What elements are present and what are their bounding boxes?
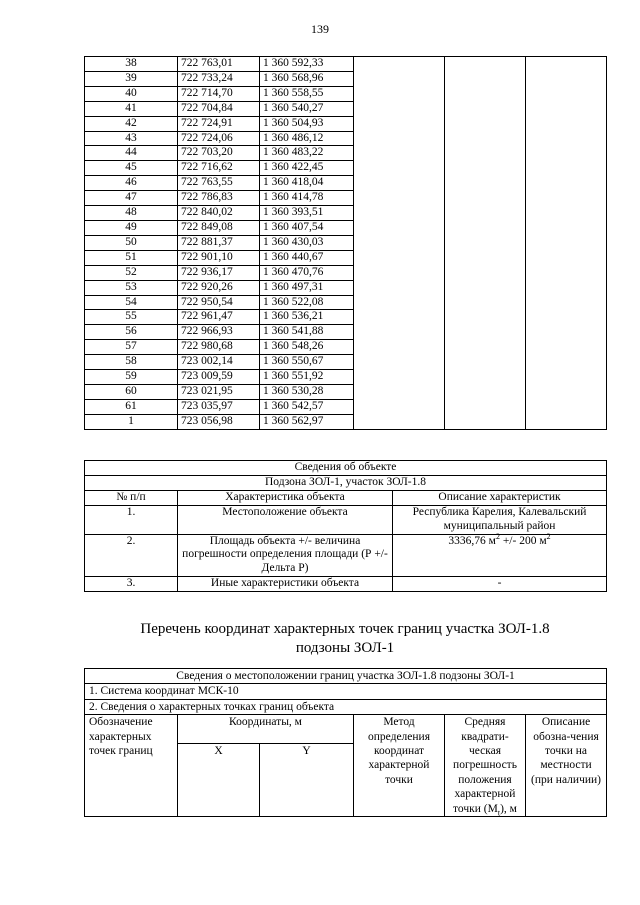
col-x: X	[178, 744, 260, 817]
coord-x: 722 901,10	[178, 250, 260, 265]
point-number: 1	[85, 414, 178, 429]
area-value: 3336,76 м	[448, 534, 496, 547]
coord-y: 1 360 548,26	[260, 340, 354, 355]
point-number: 42	[85, 116, 178, 131]
col-error-text: Средняя квадрати-ческая погрешность положения характерной точки (M	[453, 716, 517, 815]
col-error-end: ), м	[500, 802, 517, 815]
coord-y: 1 360 470,76	[260, 265, 354, 280]
point-number: 49	[85, 220, 178, 235]
point-number: 51	[85, 250, 178, 265]
col-coordinates: Координаты, м	[178, 715, 354, 744]
heading-line-2: подзоны ЗОЛ-1	[295, 640, 395, 656]
coord-y: 1 360 536,21	[260, 310, 354, 325]
coord-x: 722 840,02	[178, 206, 260, 221]
table-row	[85, 505, 607, 534]
coord-x: 722 763,01	[178, 57, 260, 72]
heading-line-1: Перечень координат характерных точек границ участка ЗОЛ-1.8	[140, 621, 550, 637]
coord-x: 722 980,68	[178, 340, 260, 355]
coord-y: 1 360 541,88	[260, 325, 354, 340]
coord-y: 1 360 430,03	[260, 235, 354, 250]
coord-x: 722 936,17	[178, 265, 260, 280]
area-unit-sup: 2	[495, 531, 500, 541]
coord-x: 722 716,62	[178, 161, 260, 176]
coord-x: 723 056,98	[178, 414, 260, 429]
point-number: 58	[85, 355, 178, 370]
coord-x: 723 021,95	[178, 384, 260, 399]
table-row	[85, 534, 607, 577]
point-number: 53	[85, 280, 178, 295]
col-error	[445, 715, 526, 817]
row-characteristic: Местоположение объекта	[178, 505, 393, 534]
point-number: 60	[85, 384, 178, 399]
coord-x: 723 002,14	[178, 355, 260, 370]
point-number: 54	[85, 295, 178, 310]
coord-x: 722 849,08	[178, 220, 260, 235]
coord-y: 1 360 486,12	[260, 131, 354, 146]
point-number: 52	[85, 265, 178, 280]
row-number: 3.	[85, 577, 178, 592]
coord-y: 1 360 483,22	[260, 146, 354, 161]
coord-y: 1 360 522,08	[260, 295, 354, 310]
coord-x: 722 920,26	[178, 280, 260, 295]
point-number: 39	[85, 71, 178, 86]
section-heading	[84, 620, 606, 658]
col-error-sub: t	[497, 807, 501, 817]
coord-x: 722 733,24	[178, 71, 260, 86]
row-description: Республика Карелия, Калевальский муниципальный район	[393, 505, 607, 534]
col-point-designation: Обозначение характерных точек границ	[85, 715, 178, 817]
col-method: Метод определения координат характерной точки	[354, 715, 445, 817]
coord-y: 1 360 497,31	[260, 280, 354, 295]
col-description: Описание обозна-чения точки на местности (при наличии)	[526, 715, 607, 817]
point-number: 50	[85, 235, 178, 250]
row-description: -	[393, 577, 607, 592]
coordinates-table	[84, 56, 607, 430]
coord-x: 722 703,20	[178, 146, 260, 161]
point-number: 41	[85, 101, 178, 116]
coord-y: 1 360 558,55	[260, 86, 354, 101]
point-number: 46	[85, 176, 178, 191]
point-number: 38	[85, 57, 178, 72]
coord-y: 1 360 418,04	[260, 176, 354, 191]
coord-x: 722 966,93	[178, 325, 260, 340]
coord-y: 1 360 407,54	[260, 220, 354, 235]
coord-y: 1 360 414,78	[260, 191, 354, 206]
point-number: 57	[85, 340, 178, 355]
object-info-subtitle: Подзона ЗОЛ-1, участок ЗОЛ-1.8	[85, 475, 607, 490]
point-number: 55	[85, 310, 178, 325]
coord-x: 722 714,70	[178, 86, 260, 101]
row-number: 1.	[85, 505, 178, 534]
point-number: 47	[85, 191, 178, 206]
method-cell	[354, 57, 445, 430]
table-row	[85, 57, 607, 72]
area-error-unit-sup: 2	[546, 531, 551, 541]
point-number: 56	[85, 325, 178, 340]
coord-y: 1 360 568,96	[260, 71, 354, 86]
page-number: 139	[311, 22, 329, 36]
location-table	[84, 668, 607, 817]
description-cell	[526, 57, 607, 430]
object-info-table	[84, 460, 607, 592]
point-number: 40	[85, 86, 178, 101]
coord-x: 722 950,54	[178, 295, 260, 310]
point-number: 61	[85, 399, 178, 414]
coord-x: 722 724,06	[178, 131, 260, 146]
coord-y: 1 360 542,57	[260, 399, 354, 414]
table-row	[85, 577, 607, 592]
point-number: 44	[85, 146, 178, 161]
coord-y: 1 360 393,51	[260, 206, 354, 221]
header-description: Описание характеристик	[393, 490, 607, 505]
coord-y: 1 360 530,28	[260, 384, 354, 399]
coord-y: 1 360 592,33	[260, 57, 354, 72]
coord-x: 723 009,59	[178, 370, 260, 385]
points-info-header: 2. Сведения о характерных точках границ объекта	[85, 699, 607, 714]
coord-y: 1 360 550,67	[260, 355, 354, 370]
object-info-title: Сведения об объекте	[85, 461, 607, 476]
coord-y: 1 360 562,97	[260, 414, 354, 429]
point-number: 59	[85, 370, 178, 385]
coord-x: 722 881,37	[178, 235, 260, 250]
row-characteristic: Иные характеристики объекта	[178, 577, 393, 592]
coordinate-system: 1. Система координат МСК-10	[85, 684, 607, 699]
point-number: 45	[85, 161, 178, 176]
coord-x: 722 961,47	[178, 310, 260, 325]
coord-x: 722 786,83	[178, 191, 260, 206]
location-table-title: Сведения о местоположении границ участка ЗОЛ-1.8 подзоны ЗОЛ-1	[85, 669, 607, 684]
coord-y: 1 360 422,45	[260, 161, 354, 176]
coord-y: 1 360 540,27	[260, 101, 354, 116]
point-number: 43	[85, 131, 178, 146]
row-number: 2.	[85, 534, 178, 577]
coord-y: 1 360 551,92	[260, 370, 354, 385]
col-y: Y	[260, 744, 354, 817]
coord-x: 722 724,91	[178, 116, 260, 131]
coord-y: 1 360 504,93	[260, 116, 354, 131]
coord-x: 722 763,55	[178, 176, 260, 191]
header-characteristic: Характеристика объекта	[178, 490, 393, 505]
point-number: 48	[85, 206, 178, 221]
coord-x: 723 035,97	[178, 399, 260, 414]
header-number: № п/п	[85, 490, 178, 505]
error-cell	[445, 57, 526, 430]
area-error: +/- 200 м	[499, 534, 547, 547]
row-description	[393, 531, 607, 577]
row-characteristic: Площадь объекта +/- величина погрешности определения площади (Р +/- Дельта Р)	[178, 534, 393, 577]
coord-y: 1 360 440,67	[260, 250, 354, 265]
coord-x: 722 704,84	[178, 101, 260, 116]
